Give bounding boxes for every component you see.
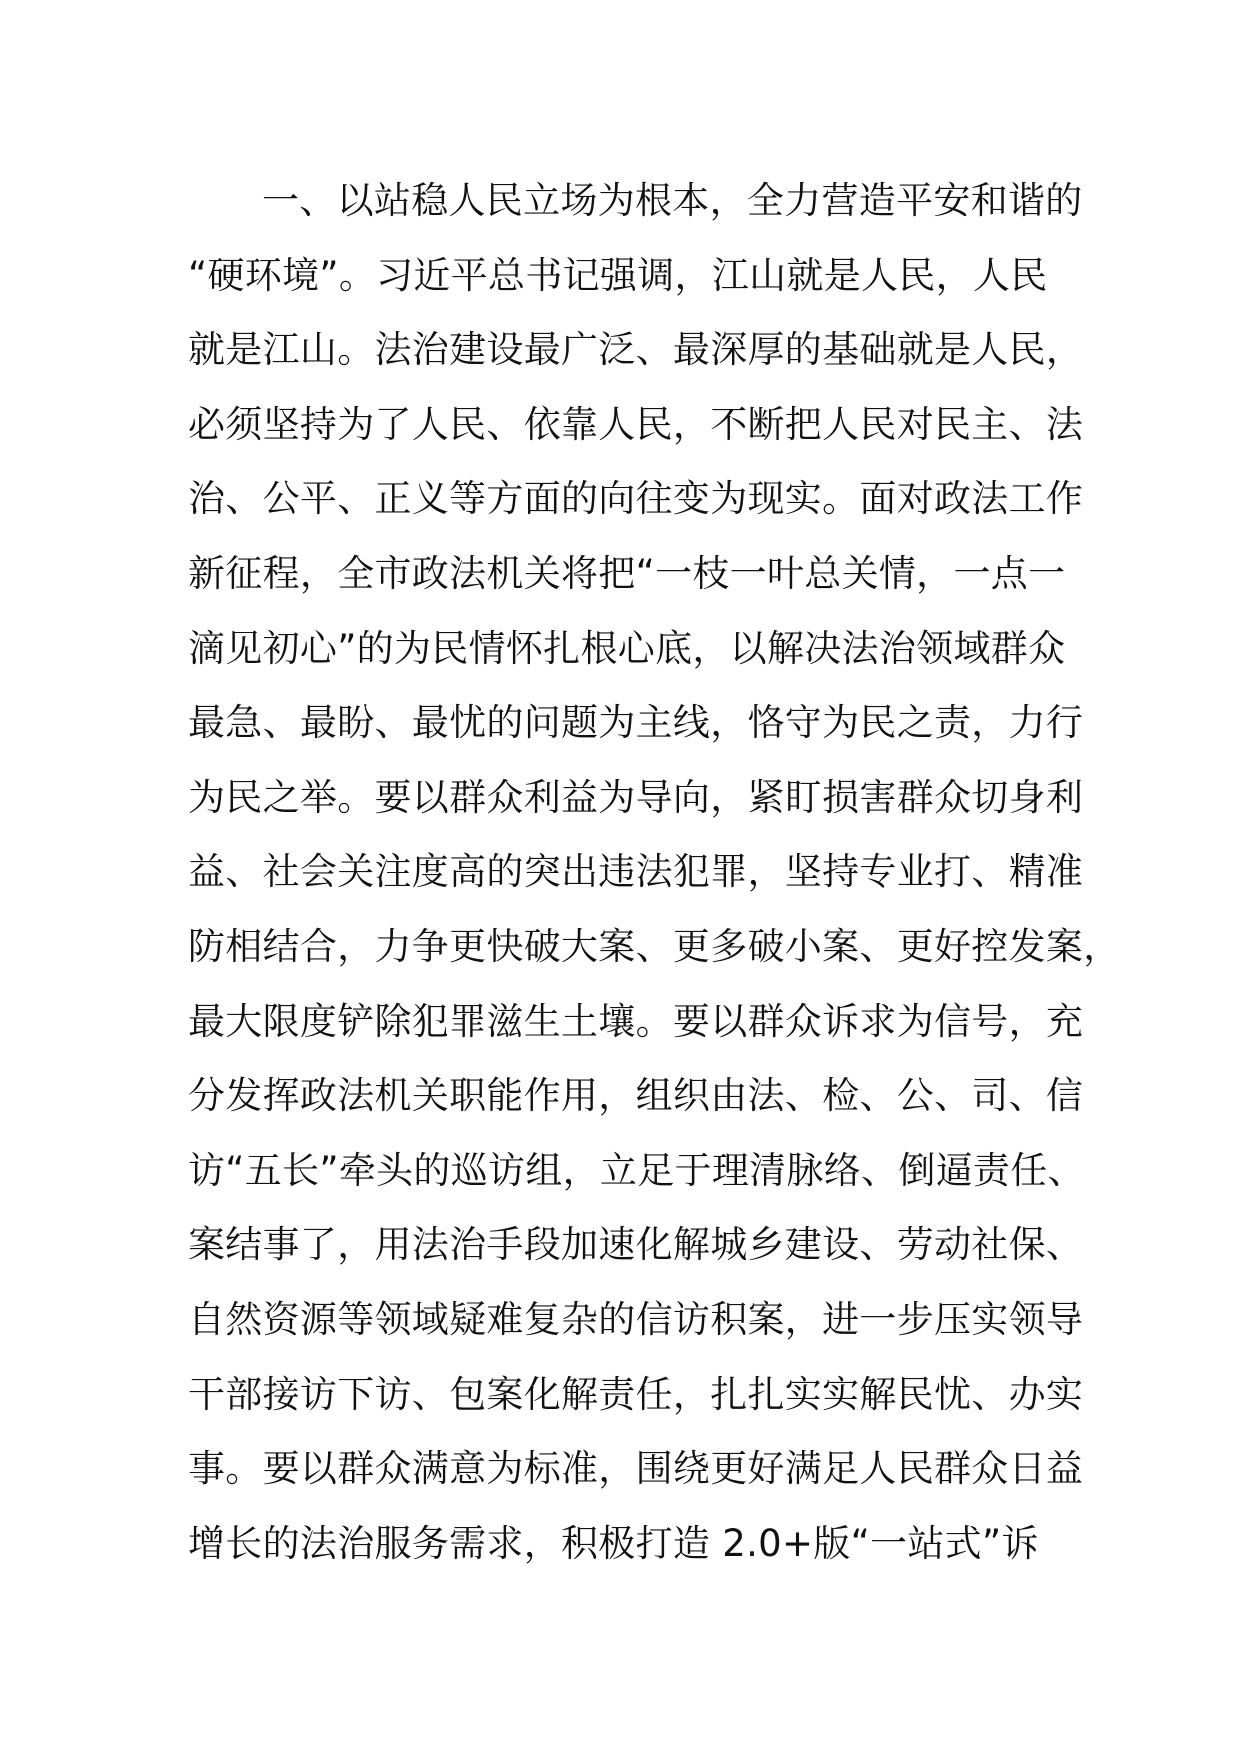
paragraph-line: 访“五长”牵头的巡访组，立足于理清脉络、倒逼责任、 (188, 1148, 1085, 1192)
paragraph-line: 治、公平、正义等方面的向往变为现实。面对政法工作 (188, 477, 1084, 521)
paragraph-line: 防相结合，力争更快破大案、更多破小案、更好控发案， (188, 924, 1121, 968)
paragraph-line: 益、社会关注度高的突出违法犯罪，坚持专业打、精准 (188, 850, 1084, 894)
paragraph-line: 分发挥政法机关职能作用，组织由法、检、公、司、信 (188, 1074, 1084, 1118)
paragraph-line: 干部接访下访、包案化解责任，扎扎实实解民忧、办实 (188, 1372, 1084, 1416)
paragraph-line: 一、以站稳人民立场为根本，全力营造平安和谐的 (262, 179, 1083, 222)
body-paragraph (188, 164, 1121, 1581)
paragraph-line: 最大限度铲除犯罪滋生土壤。要以群众诉求为信号，充 (188, 999, 1084, 1043)
paragraph-line: 最急、最盼、最忧的问题为主线，恪守为民之责，力行 (188, 701, 1084, 745)
paragraph-line: 为民之举。要以群众利益为导向，紧盯损害群众切身利 (188, 775, 1084, 819)
paragraph-line: 就是江山。法治建设最广泛、最深厚的基础就是人民， (188, 328, 1084, 372)
paragraph-line: 增长的法治服务需求，积极打造 2.0+版“一站式”诉 (188, 1521, 1039, 1565)
paragraph-line: 新征程，全市政法机关将把“一枝一叶总关情，一点一 (188, 551, 1066, 595)
paragraph-line: 滴见初心”的为民情怀扎根心底，以解决法治领域群众 (188, 626, 1066, 670)
paragraph-line: 必须坚持为了人民、依靠人民，不断把人民对民主、法 (188, 402, 1084, 446)
paragraph-line: “硬环境”。习近平总书记强调，江山就是人民，人民 (188, 253, 1048, 297)
paragraph-line: 自然资源等领域疑难复杂的信访积案，进一步压实领导 (188, 1297, 1084, 1341)
paragraph-line: 案结事了，用法治手段加速化解城乡建设、劳动社保、 (188, 1223, 1084, 1267)
paragraph-line: 事。要以群众满意为标准，围绕更好满足人民群众日益 (188, 1447, 1084, 1491)
